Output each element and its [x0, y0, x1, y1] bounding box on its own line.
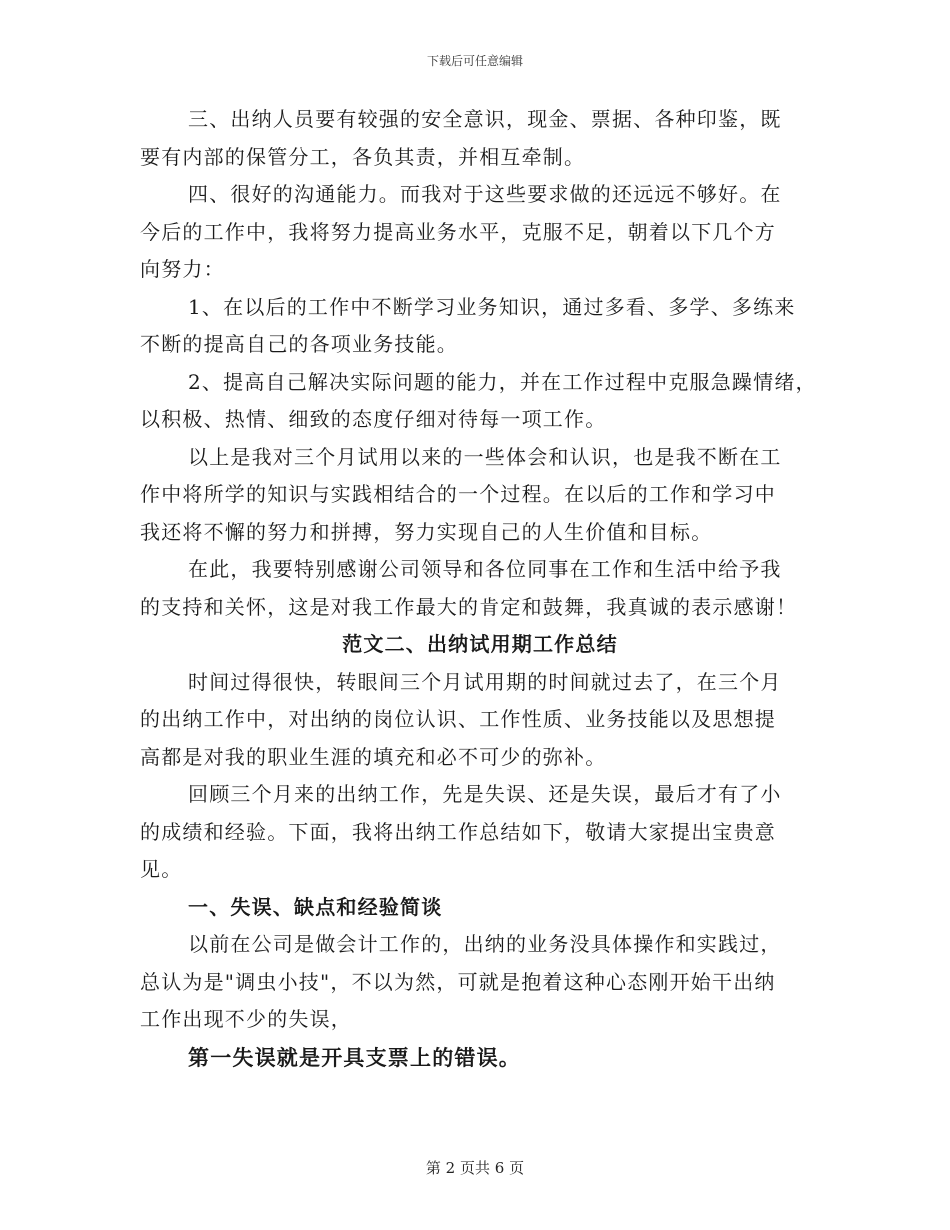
paragraph-line: 总认为是"调虫小技"，不以为然，可就是抱着这种心态刚开始干出纳: [140, 969, 776, 994]
section-title: 范文二、出纳试用期工作总结: [342, 632, 618, 656]
paragraph-line: 高都是对我的职业生涯的填充和必不可少的弥补。: [140, 744, 607, 769]
paragraph-line: 工作出现不少的失误，: [140, 1007, 352, 1031]
paragraph-line: 我还将不懈的努力和拼搏，努力实现自己的人生价值和目标。: [140, 519, 713, 544]
paragraph-line: 要有内部的保管分工，各负其责，并相互牵制。: [140, 144, 586, 169]
paragraph-line: 三、出纳人员要有较强的安全意识，现金、票据、各种印鉴，既: [188, 107, 782, 131]
paragraph-line: 以前在公司是做会计工作的，出纳的业务没具体操作和实践过，: [188, 932, 782, 956]
paragraph-line: 向努力：: [140, 257, 225, 281]
paragraph-line: 作中将所学的知识与实践相结合的一个过程。在以后的工作和学习中: [140, 482, 776, 506]
paragraph-line: 回顾三个月来的出纳工作，先是失误、还是失误，最后才有了小: [188, 782, 782, 806]
paragraph-line: 时间过得很快，转眼间三个月试用期的时间就过去了，在三个月: [188, 669, 782, 694]
paragraph-line: 在此，我要特别感谢公司领导和各位同事在工作和生活中给予我: [188, 557, 782, 581]
paragraph-line: 的支持和关怀，这是对我工作最大的肯定和鼓舞，我真诚的表示感谢！: [140, 594, 798, 619]
paragraph-line: 今后的工作中，我将努力提高业务水平，克服不足，朝着以下几个方: [140, 219, 776, 244]
paragraph-line: 以上是我对三个月试用以来的一些体会和认识，也是我不断在工: [188, 444, 782, 469]
paragraph-line: 以积极、热情、细致的态度仔细对待每一项工作。: [140, 407, 607, 431]
page-header-note: 下载后可任意编辑: [426, 54, 523, 68]
paragraph-line: 四、很好的沟通能力。而我对于这些要求做的还远远不够好。在: [188, 182, 782, 206]
paragraph-line: 见。: [140, 857, 183, 881]
document-body: [140, 101, 820, 1076]
paragraph-line: 的成绩和经验。下面，我将出纳工作总结如下，敬请大家提出宝贵意: [140, 819, 776, 844]
paragraph-line: 1、在以后的工作中不断学习业务知识，通过多看、多学、多练来: [188, 294, 796, 319]
paragraph-line: 不断的提高自己的各项业务技能。: [140, 332, 458, 356]
paragraph-line: 的出纳工作中，对出纳的岗位认识、工作性质、业务技能以及思想提: [140, 707, 776, 731]
subheading-line: 一、失误、缺点和经验简谈: [188, 894, 443, 919]
paragraph-line: 2、提高自己解决实际问题的能力，并在工作过程中克服急躁情绪，: [188, 369, 817, 394]
page-number: 第 2 页共 6 页: [425, 1159, 525, 1177]
subheading-line: 第一失误就是开具支票上的错误。: [188, 1044, 521, 1070]
